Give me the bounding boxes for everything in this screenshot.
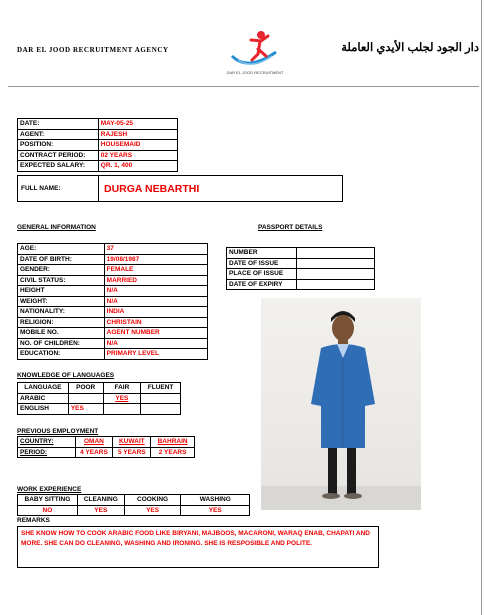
employment-period-label: PERIOD: — [18, 447, 76, 458]
summary-value-salary: QR. 1, 400 — [98, 161, 177, 172]
summary-value-contract: 02 YEARS — [98, 150, 177, 161]
table-row — [18, 328, 208, 339]
gi-label: WEIGHT: — [18, 296, 105, 307]
gi-value: MARRIED — [104, 275, 207, 286]
table-row — [18, 317, 208, 328]
languages-header: POOR — [68, 383, 103, 394]
table-row — [18, 437, 195, 448]
languages-table — [17, 382, 181, 415]
employment-period: 2 YEARS — [151, 447, 195, 458]
table-row — [18, 338, 208, 349]
table-row — [18, 150, 178, 161]
gi-value: INDIA — [104, 307, 207, 318]
summary-value-position: HOUSEMAID — [98, 140, 177, 151]
employment-country: BAHRAIN — [151, 437, 195, 448]
table-row — [18, 495, 250, 506]
passport-title: PASSPORT DETAILS — [258, 224, 323, 231]
gi-value: 19/08/1987 — [104, 254, 207, 265]
work-value: YES — [124, 505, 181, 516]
gi-value: 37 — [104, 244, 207, 255]
table-row — [18, 129, 178, 140]
page-border — [481, 0, 482, 615]
gi-label: CIVIL STATUS: — [18, 275, 105, 286]
language-name: ARABIC — [18, 393, 69, 404]
language-level: YES — [103, 393, 141, 404]
summary-label-agent: AGENT: — [18, 129, 99, 140]
work-header: BABY SITTING — [18, 495, 78, 506]
table-row — [18, 307, 208, 318]
language-level: YES — [68, 404, 103, 415]
gi-label: RELIGION: — [18, 317, 105, 328]
gi-value: PRIMARY LEVEL — [104, 349, 207, 360]
table-row — [18, 349, 208, 360]
table-row — [227, 248, 375, 259]
languages-header: FLUENT — [141, 383, 181, 394]
employment-table — [17, 436, 195, 458]
gi-label: EDUCATION: — [18, 349, 105, 360]
language-level — [141, 393, 181, 404]
table-row — [18, 296, 208, 307]
table-row — [18, 505, 250, 516]
summary-label-salary: EXPECTED SALARY: — [18, 161, 99, 172]
full-name-label: FULL NAME: — [21, 185, 61, 192]
passport-table — [226, 247, 375, 290]
gi-label: NO. OF CHILDREN: — [18, 338, 105, 349]
full-name-divider — [98, 176, 99, 201]
passport-label: DATE OF EXPIRY — [227, 279, 297, 290]
work-experience-title: WORK EXPERIENCE — [17, 486, 82, 493]
general-info-table — [17, 243, 208, 360]
work-experience-table — [17, 494, 250, 516]
gi-value: N/A — [104, 338, 207, 349]
gi-label: AGE: — [18, 244, 105, 255]
employment-period: 5 YEARS — [113, 447, 151, 458]
gi-value: N/A — [104, 296, 207, 307]
agency-name: DAR EL JOOD RECRUITMENT AGENCY — [17, 46, 169, 54]
remarks-text: SHE KNOW HOW TO COOK ARABIC FOOD LIKE BIRYANI, MAJBOOS, MACARONI, WARAQ ENAB, CHAPATI AND MORE. SHE CAN DO CLEANING, WASHING AND IRONING. SHE IS RESPOSIBLE AND POLITE. — [21, 530, 370, 547]
candidate-photo-figure — [261, 298, 421, 510]
passport-value — [296, 279, 374, 290]
work-header: WASHING — [181, 495, 250, 506]
work-value: NO — [18, 505, 78, 516]
passport-label: PLACE OF ISSUE — [227, 269, 297, 280]
header-divider — [8, 86, 479, 87]
table-row — [18, 161, 178, 172]
languages-title: KNOWLEDGE OF LANGUAGES — [17, 372, 115, 379]
logo-caption: DAR EL JOOD RECRUITMENT — [226, 70, 284, 75]
work-header: CLEANING — [77, 495, 124, 506]
gi-label: DATE OF BIRTH: — [18, 254, 105, 265]
general-info-title: GENERAL INFORMATION — [17, 224, 96, 231]
full-name-value: DURGA NEBARTHI — [104, 183, 200, 195]
employment-title: PREVIOUS EMPLOYMENT — [17, 428, 99, 435]
agency-name-arabic: دار الجود لجلب الأيدي العاملة — [341, 42, 479, 54]
gi-value: AGENT NUMBER — [104, 328, 207, 339]
passport-value — [296, 269, 374, 280]
employment-country-label: COUNTRY: — [18, 437, 76, 448]
table-row — [18, 404, 181, 415]
remarks-box — [17, 526, 379, 568]
language-name: ENGLISH — [18, 404, 69, 415]
languages-header: LANGUAGE — [18, 383, 69, 394]
work-value: YES — [181, 505, 250, 516]
gi-label: GENDER: — [18, 265, 105, 276]
employment-country: OMAN — [75, 437, 113, 448]
summary-label-date: DATE: — [18, 119, 99, 130]
gi-value: FEMALE — [104, 265, 207, 276]
gi-label: HEIGHT — [18, 286, 105, 297]
work-header: COOKING — [124, 495, 181, 506]
remarks-title: REMARKS — [17, 517, 50, 524]
table-row — [18, 275, 208, 286]
language-level — [141, 404, 181, 415]
summary-table — [17, 118, 178, 172]
passport-value — [296, 248, 374, 259]
language-level — [103, 404, 141, 415]
gi-label: MOBILE NO. — [18, 328, 105, 339]
passport-label: DATE OF ISSUE — [227, 258, 297, 269]
table-row — [18, 447, 195, 458]
summary-label-position: POSITION: — [18, 140, 99, 151]
summary-label-contract: CONTRACT PERIOD: — [18, 150, 99, 161]
gi-value: N/A — [104, 286, 207, 297]
table-row — [18, 265, 208, 276]
full-name-box — [17, 175, 343, 202]
passport-label: NUMBER — [227, 248, 297, 259]
passport-value — [296, 258, 374, 269]
summary-value-agent: RAJESH — [98, 129, 177, 140]
table-row — [18, 119, 178, 130]
work-value: YES — [77, 505, 124, 516]
employment-period: 4 YEARS — [75, 447, 113, 458]
languages-header: FAIR — [103, 383, 141, 394]
employment-country: KUWAIT — [113, 437, 151, 448]
table-row — [18, 393, 181, 404]
table-row — [18, 254, 208, 265]
table-row — [227, 258, 375, 269]
table-row — [18, 383, 181, 394]
language-level — [68, 393, 103, 404]
gi-label: NATIONALITY: — [18, 307, 105, 318]
table-row — [18, 286, 208, 297]
summary-value-date: MAY-05-25 — [98, 119, 177, 130]
gi-value: CHRISTAIN — [104, 317, 207, 328]
table-row — [18, 244, 208, 255]
candidate-photo — [261, 298, 421, 510]
table-row — [18, 140, 178, 151]
table-row — [227, 279, 375, 290]
table-row — [227, 269, 375, 280]
